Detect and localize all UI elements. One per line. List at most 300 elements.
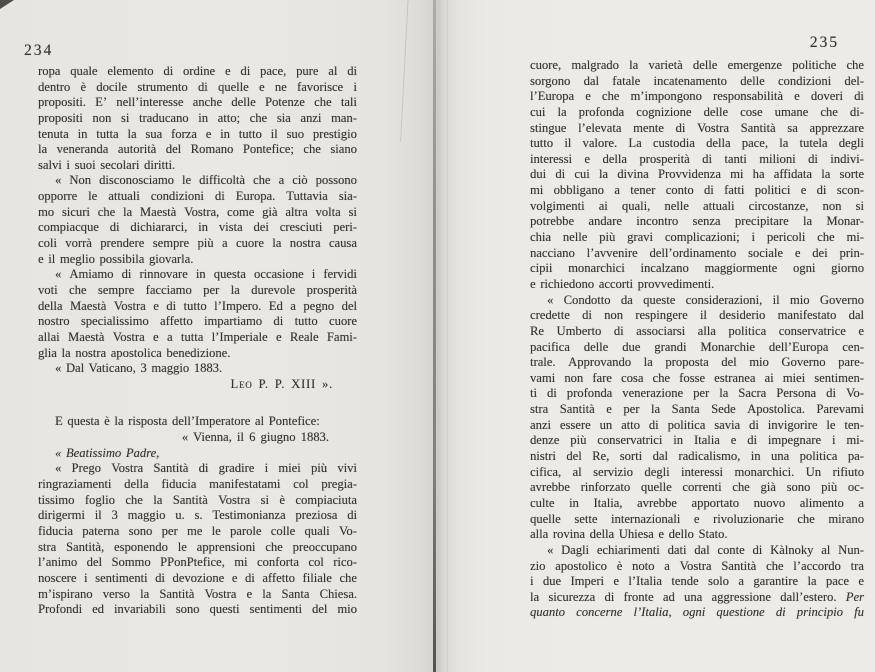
word: condizioni	[150, 189, 204, 204]
word: mi-	[846, 433, 864, 448]
word: incontro	[636, 214, 679, 229]
word: ai	[598, 198, 608, 213]
word: ai	[764, 370, 774, 385]
text-line	[530, 214, 864, 230]
text-line	[530, 480, 864, 496]
word: pacifica	[530, 339, 570, 354]
word: echiarimenti	[596, 542, 660, 557]
word: l’Impero.	[214, 298, 262, 313]
word: fronte	[623, 589, 654, 604]
word: di	[273, 314, 284, 329]
word: a	[738, 574, 744, 589]
word: il	[772, 292, 780, 307]
word: Vo-	[845, 386, 864, 401]
word: il	[699, 308, 707, 323]
word: interessi	[681, 464, 723, 479]
word: miei	[782, 370, 806, 385]
word: questione	[716, 605, 765, 620]
word: Maestà	[139, 204, 177, 219]
word: Un	[805, 464, 822, 479]
word: sorgono	[530, 73, 571, 88]
word: politici	[754, 183, 791, 198]
word: delle	[583, 339, 609, 354]
word: invigorire	[767, 417, 818, 432]
word: di	[775, 605, 786, 620]
word: del	[312, 602, 328, 617]
word: Italia	[693, 433, 720, 448]
word: rivoluzionarie	[713, 511, 784, 526]
text-line	[530, 433, 864, 449]
word: desiderio	[719, 308, 766, 323]
word: rinforzato	[580, 480, 631, 495]
word: le	[88, 189, 98, 204]
binding-fold-shadow	[433, 0, 436, 672]
word: Fami-	[326, 329, 357, 344]
word: volgimenti	[530, 198, 585, 213]
text-line	[38, 283, 357, 299]
word: pace,	[260, 64, 287, 78]
word: Re,	[592, 449, 610, 464]
word: e	[730, 433, 737, 448]
word: di	[854, 89, 864, 104]
line-text: « Dal Vaticano, 3 maggio 1883.	[55, 361, 223, 376]
word: che	[820, 104, 838, 119]
page-number-right: 235	[809, 34, 839, 51]
word: nostra	[289, 236, 321, 251]
word: scon-	[836, 183, 864, 198]
word: stra	[530, 402, 549, 417]
word: dal	[694, 542, 710, 557]
word: attuali	[108, 189, 140, 204]
word: PPonPtefice,	[160, 555, 225, 570]
word: di	[613, 323, 624, 338]
word: del	[566, 449, 582, 464]
word: in	[569, 495, 579, 510]
word: il	[564, 136, 572, 151]
word: atto	[621, 417, 640, 432]
word: internazionali	[611, 511, 681, 526]
word: del	[341, 298, 357, 313]
word: del	[86, 555, 102, 570]
text-line	[38, 571, 357, 587]
word: conte	[717, 542, 745, 557]
word: che	[265, 539, 283, 554]
word: si	[260, 492, 269, 507]
word: si	[855, 198, 864, 213]
text-line	[38, 299, 357, 315]
text-line	[38, 540, 357, 556]
text-line	[530, 89, 864, 105]
word: che	[125, 492, 143, 507]
word: essere	[559, 417, 591, 432]
text-line	[38, 524, 357, 540]
word: Santità	[721, 558, 757, 573]
word: nacciano	[530, 245, 575, 260]
word: mi	[530, 183, 544, 198]
word: denze	[530, 433, 560, 448]
word: e	[858, 574, 864, 589]
word: tra	[850, 558, 864, 573]
word: in	[220, 126, 230, 141]
word: Kàlnoky	[770, 542, 814, 557]
word: vivi	[337, 461, 357, 476]
word: sociale	[748, 245, 783, 260]
word: zio	[530, 558, 546, 573]
text-line	[38, 64, 357, 80]
word: e	[275, 329, 282, 344]
word: che	[249, 110, 268, 125]
word: delle	[692, 58, 718, 72]
word: allai	[38, 329, 60, 344]
word: di	[347, 508, 357, 523]
word: Santità	[159, 586, 195, 601]
word: durevole	[251, 282, 296, 297]
word: e	[606, 402, 612, 417]
word: e	[613, 574, 619, 589]
word: prosperità	[639, 151, 690, 166]
word: rifiuto	[832, 464, 864, 479]
text-line	[530, 324, 864, 340]
word: delle	[703, 104, 729, 119]
word: l’Europa	[530, 89, 575, 104]
text-line	[530, 465, 864, 481]
word: tali	[340, 95, 357, 110]
text-line	[530, 105, 864, 121]
word: prestigio	[312, 126, 357, 141]
word: è	[616, 558, 623, 573]
text-line	[38, 602, 357, 618]
word: 3	[111, 508, 118, 523]
word: pegno	[303, 298, 335, 313]
word: delle	[740, 73, 765, 88]
word: da	[620, 292, 633, 307]
word: la	[719, 386, 729, 401]
word: i	[831, 433, 836, 448]
text-line	[38, 346, 357, 362]
word: gravi	[627, 230, 653, 245]
word: e	[858, 323, 864, 338]
word: malgrado	[571, 58, 619, 72]
word: circostanze,	[748, 198, 809, 213]
word: giorno	[831, 261, 864, 276]
word: favorisce	[297, 79, 344, 94]
text-line	[530, 58, 864, 74]
text-line	[38, 587, 357, 603]
word: cui	[530, 104, 546, 119]
word: alla	[697, 323, 716, 338]
word: Sede	[711, 402, 736, 417]
word: a	[664, 558, 670, 573]
word: esponendo	[114, 539, 168, 554]
word: sicuri	[61, 204, 90, 219]
word: mio	[789, 292, 810, 307]
word: apostolico	[555, 558, 607, 573]
word: complicazioni;	[664, 230, 740, 245]
word: di	[703, 183, 714, 198]
word: rico-	[333, 555, 357, 570]
word: il	[94, 508, 102, 523]
word: fare	[592, 370, 612, 385]
word: pace	[825, 574, 849, 589]
word: apprensioni	[196, 539, 256, 554]
word: compiacque	[38, 220, 99, 235]
word: fosse	[679, 370, 706, 385]
word: Imperi	[570, 574, 605, 589]
word: pa-	[847, 449, 864, 464]
word: che	[253, 173, 271, 188]
text-line	[38, 361, 357, 377]
word: l’Italia,	[633, 605, 672, 620]
word: opporre	[38, 189, 78, 204]
word: responsabilità	[713, 89, 783, 104]
text-line	[530, 261, 864, 277]
word: tissimo	[38, 492, 75, 507]
word: volta	[315, 204, 341, 219]
word: politica	[728, 323, 767, 338]
word: la	[802, 214, 813, 229]
word: causa	[328, 236, 357, 251]
word: e	[585, 89, 591, 104]
word: anche	[192, 95, 223, 110]
word: al	[328, 64, 338, 78]
word: di	[808, 151, 818, 166]
word: la	[123, 204, 133, 219]
word: che	[339, 570, 357, 585]
word: sono	[175, 602, 200, 617]
word: sorti	[619, 449, 643, 464]
word: di	[347, 64, 357, 78]
word: mirano	[828, 511, 864, 526]
word: le	[177, 539, 187, 554]
word: ti	[530, 386, 537, 401]
word: conservatrici	[597, 433, 663, 448]
word: paterna	[82, 523, 120, 538]
text-line	[38, 477, 357, 493]
text-line	[530, 496, 864, 512]
word: ad	[662, 589, 675, 604]
word: apportato	[691, 495, 740, 510]
word: coli	[38, 236, 57, 251]
word: cuore,	[530, 58, 562, 72]
word: di	[675, 120, 686, 135]
word: la	[807, 574, 817, 589]
word: incatenamento	[653, 73, 727, 88]
word: più	[599, 230, 616, 245]
word: Santità	[740, 120, 776, 135]
word: di	[109, 220, 120, 235]
word: queste	[643, 292, 676, 307]
word: tutta	[96, 126, 119, 141]
word: di	[749, 417, 759, 432]
text-line	[530, 230, 864, 246]
line-text: « Beatissimo Padre,	[55, 445, 160, 460]
text-line	[38, 220, 357, 236]
word: Vostra	[112, 329, 145, 344]
text-line	[38, 430, 357, 446]
word: mente	[633, 120, 664, 135]
word: ordine	[182, 64, 216, 78]
word: e	[794, 245, 801, 260]
word: strumento	[137, 79, 188, 94]
word: che	[732, 480, 750, 495]
word: la	[127, 126, 137, 141]
text-line	[530, 605, 864, 621]
word: la	[230, 282, 240, 297]
word: emergenze	[727, 58, 782, 72]
word: valore.	[582, 136, 618, 151]
line-text: glia la nostra apostolica benedizione.	[38, 345, 231, 360]
text-line	[530, 512, 864, 528]
word: affetto	[262, 570, 295, 585]
word: Monarchie	[700, 339, 755, 354]
word: Persona	[776, 386, 817, 401]
word: doveri	[810, 89, 843, 104]
word: degli	[838, 136, 864, 151]
word: dichiararci,	[130, 220, 188, 235]
word: ten-	[844, 417, 864, 432]
word: per	[693, 386, 710, 401]
word: elemento	[107, 64, 154, 78]
word: del-	[844, 73, 864, 88]
word: della	[706, 136, 731, 151]
word: i	[84, 570, 88, 585]
word: la	[153, 492, 163, 507]
word: che	[68, 282, 87, 297]
word: sentimenti	[95, 570, 148, 585]
word: del	[721, 355, 737, 370]
word: di	[604, 589, 615, 604]
word: disconosciamo	[99, 173, 174, 188]
word: Vostra	[204, 586, 237, 601]
word: anzi	[300, 110, 322, 125]
word: che	[846, 58, 864, 72]
word: Approvando	[568, 355, 632, 370]
word: della	[38, 298, 63, 313]
word: venerazione	[622, 386, 684, 401]
word: tende	[671, 574, 699, 589]
text-line	[38, 236, 357, 252]
word: politiche	[792, 58, 837, 72]
text-line	[530, 527, 864, 543]
word: come	[227, 204, 255, 219]
text-line	[38, 446, 357, 462]
word: nell’interesse	[116, 95, 184, 110]
word: correnti	[682, 480, 722, 495]
text-line	[38, 414, 357, 430]
word: e	[153, 329, 159, 344]
word: la	[530, 589, 540, 604]
word: specialissimo	[80, 314, 149, 329]
word: di	[240, 64, 251, 78]
word: tutto	[238, 126, 262, 141]
word: mio	[749, 355, 769, 370]
word: non	[92, 110, 112, 125]
word: la	[629, 58, 639, 72]
word: dentro	[38, 79, 71, 94]
word: foglio	[84, 492, 115, 507]
word: tutto	[183, 298, 207, 313]
text-line	[530, 246, 864, 262]
word: Santa	[671, 402, 700, 417]
word: tenuta	[38, 126, 69, 141]
word: dui	[530, 167, 547, 182]
word: a	[166, 329, 173, 344]
word: incalzano	[640, 261, 689, 276]
scan-corner-mark	[0, 0, 14, 9]
word: che	[97, 204, 116, 219]
word: di	[166, 298, 177, 313]
word: politica	[667, 417, 706, 432]
word: Dagli	[561, 542, 590, 557]
word: Re	[530, 323, 544, 338]
text-line	[38, 95, 357, 111]
word: delle	[231, 95, 256, 110]
word: l’animo	[38, 555, 78, 570]
word: pure	[296, 64, 319, 78]
word: tutta	[180, 329, 204, 344]
word: politica	[799, 449, 838, 464]
text-line	[530, 449, 864, 465]
word: i	[353, 79, 357, 94]
word: suo	[286, 126, 304, 141]
word: la	[650, 402, 661, 417]
text-line	[530, 574, 864, 590]
word: la	[598, 167, 609, 182]
word: col	[308, 555, 324, 570]
word: nistri	[530, 449, 556, 464]
word: Vostra	[218, 492, 251, 507]
word: gradire	[218, 461, 255, 476]
word: di	[155, 570, 165, 585]
word: della	[124, 477, 149, 492]
word: e	[800, 183, 807, 198]
word: l’elevata	[578, 120, 622, 135]
word: profonda	[578, 104, 625, 119]
word: la	[643, 355, 653, 370]
word: me	[186, 523, 203, 538]
word: noto	[632, 558, 655, 573]
word: cui	[574, 167, 590, 182]
page-edge-line	[447, 0, 448, 672]
word: quali,	[621, 198, 651, 213]
word: obbligano	[553, 183, 604, 198]
word: mi	[730, 167, 744, 182]
word: Provvidenza	[657, 167, 721, 182]
word: impegnare	[767, 433, 822, 448]
word: pericoli	[766, 230, 806, 245]
word: respingere	[635, 308, 688, 323]
word: ed	[92, 602, 104, 617]
word: indivi-	[830, 151, 864, 166]
word: dell’Europa	[768, 339, 829, 354]
word: col	[293, 477, 309, 492]
word: propositi.	[38, 95, 86, 110]
text-line	[530, 121, 864, 137]
word: i	[751, 230, 756, 245]
word: conto	[665, 183, 694, 198]
line-text: E questa è la risposta dell’Imperatore al Pontefice:	[55, 414, 320, 429]
text-line	[38, 330, 357, 346]
word: Nun-	[838, 542, 864, 557]
word: maggio	[127, 508, 166, 523]
word: di	[826, 386, 836, 401]
word: conforta	[256, 555, 299, 570]
text-line	[38, 267, 357, 283]
word: dal	[583, 73, 600, 88]
word: concerne	[576, 605, 623, 620]
word: monarchici.	[734, 464, 795, 479]
word: trale.	[530, 355, 556, 370]
